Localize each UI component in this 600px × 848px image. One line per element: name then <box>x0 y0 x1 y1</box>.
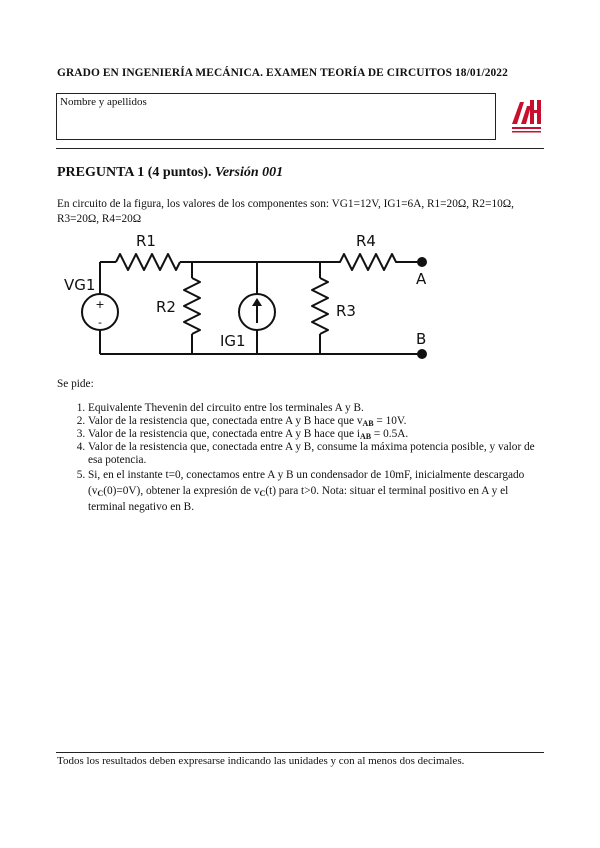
label-r1: R1 <box>136 232 156 250</box>
task-item <box>88 402 542 415</box>
resistor-r1 <box>116 254 180 270</box>
circuit-diagram <box>60 226 460 366</box>
label-r3: R3 <box>336 302 356 320</box>
name-field-box[interactable] <box>56 93 496 140</box>
label-ig1: IG1 <box>220 332 246 350</box>
task-4-text: Valor de la resistencia que, conectada entre A y B, consume la máxima potencia posible, y valor de esa potencia. <box>88 441 535 466</box>
question-intro: En circuito de la figura, los valores de los componentes son: VG1=12V, IG1=6A, R1=20Ω, R2=10Ω, R3=20Ω, R4=20Ω <box>57 198 514 225</box>
question-title <box>57 165 283 181</box>
task-5-subscript-1: C <box>97 489 104 498</box>
resistor-r4 <box>320 254 422 270</box>
name-field-label: Nombre y apellidos <box>60 96 147 108</box>
footer-note: Todos los resultados deben expresarse indicando las unidades y con al menos dos decimales. <box>57 755 465 767</box>
task-3-subscript: AB <box>359 432 372 441</box>
task-2-text: Valor de la resistencia que, conectada entre A y B hace que v <box>88 415 363 427</box>
vg1-plus-sign: + <box>95 298 105 311</box>
task-5-text-c: (t) para t>0. Nota: situar el terminal positivo en A y el terminal negativo en B. <box>88 485 509 513</box>
task-1-text: Equivalente Thevenin del circuito entre los terminales A y B. <box>88 402 364 414</box>
label-vg1: VG1 <box>64 276 96 294</box>
current-arrow-head <box>252 298 262 306</box>
task-2-subscript: AB <box>362 419 374 428</box>
exam-header-title: GRADO EN INGENIERÍA MECÁNICA. EXAMEN TEORÍA DE CIRCUITOS 18/01/2022 <box>57 67 508 79</box>
resistor-r2 <box>184 278 200 334</box>
tasks-heading: Se pide: <box>57 378 94 390</box>
label-terminal-b: B <box>416 330 427 348</box>
question-version: Versión 001 <box>215 165 284 180</box>
label-r4: R4 <box>356 232 376 250</box>
task-3-text: Valor de la resistencia que, conectada entre A y B hace que i <box>88 428 360 440</box>
terminal-a-dot <box>417 257 427 267</box>
footer-divider <box>56 752 544 753</box>
university-logo <box>508 94 544 138</box>
task-list <box>57 402 542 515</box>
label-r2: R2 <box>156 298 176 316</box>
task-item <box>88 441 542 467</box>
task-item <box>88 415 542 428</box>
task-5-subscript-2: C <box>259 489 266 498</box>
task-item <box>88 428 542 441</box>
label-terminal-a: A <box>416 270 427 288</box>
resistor-r3 <box>312 278 328 334</box>
task-2-value: = 10V. <box>373 415 407 427</box>
terminal-b-dot <box>417 349 427 359</box>
task-item <box>88 467 542 515</box>
question-title-main: PREGUNTA 1 (4 puntos). <box>57 165 212 180</box>
vg1-minus-sign: - <box>98 316 102 329</box>
task-5-text-a: Si, en el instante t=0, conectamos entre A y B un condensador de 10mF, inicialmente descargado (v <box>88 469 525 497</box>
task-3-value: = 0.5A. <box>371 428 409 440</box>
task-5-text-b: (0)=0V), obtener la expresión de v <box>103 485 260 497</box>
header-divider <box>56 148 544 149</box>
